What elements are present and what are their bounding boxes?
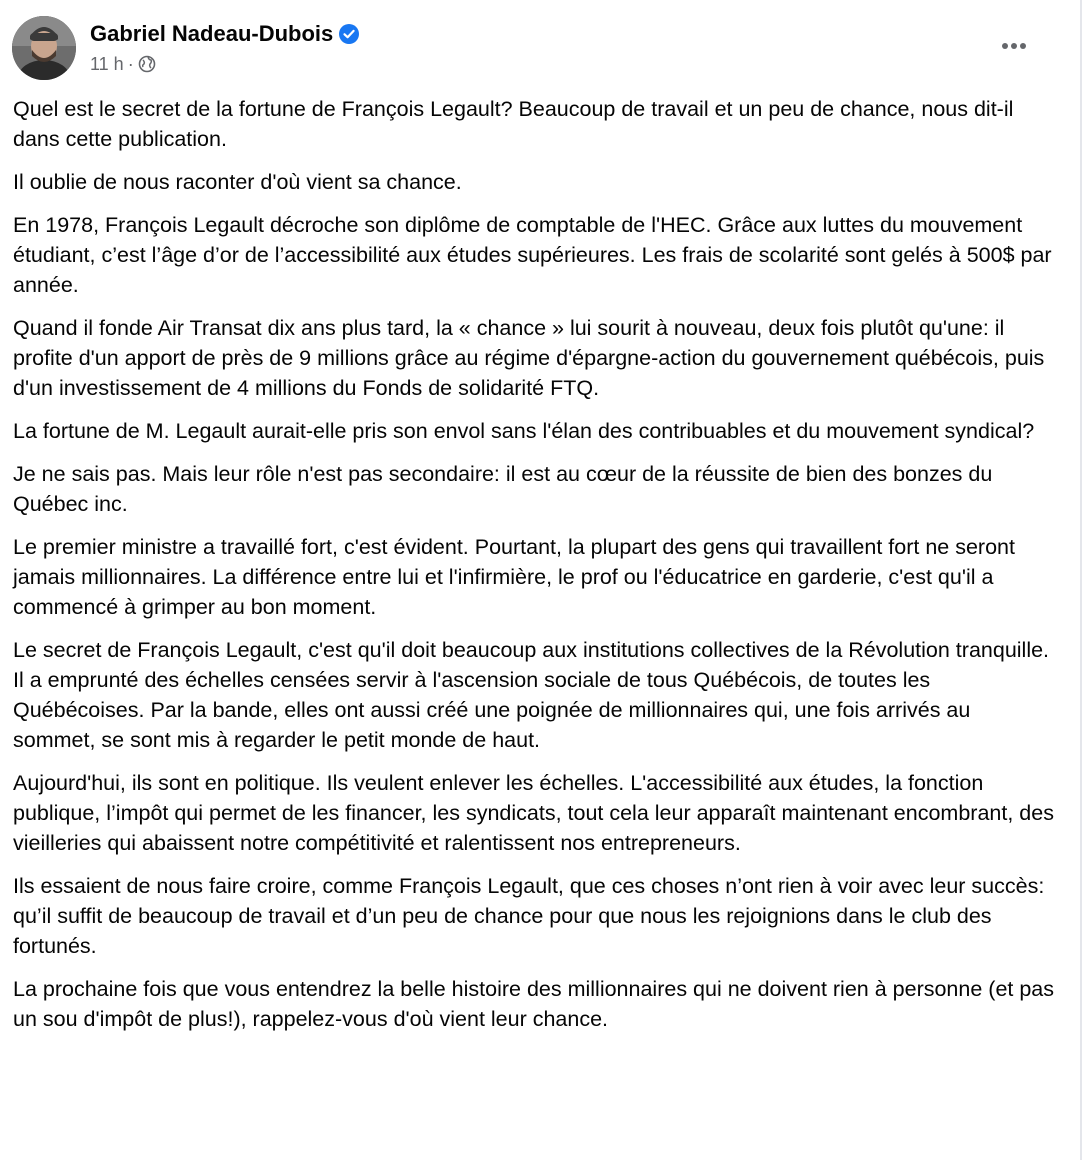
post-paragraph: Le premier ministre a travaillé fort, c'est évident. Pourtant, la plupart des gens qui travaillent fort ne seront jamais millionnaires. La différence entre lui et l'infirmière, le prof ou l'éducatrice en garderie, c'est qu'il a commencé à grimper au bon moment. — [13, 535, 1015, 619]
post-body — [13, 94, 1058, 1047]
post-header — [12, 16, 1062, 82]
post-paragraph: Aujourd'hui, ils sont en politique. Ils veulent enlever les échelles. L'accessibilité aux études, la fonction publique, l’impôt qui permet de les financer, les syndicats, tout cela leur apparaît maintenant encombrant, des vieilleries qui abaissent notre compétitivité et ralentissent nos entrepreneurs. — [13, 771, 1054, 855]
author-name[interactable]: Gabriel Nadeau-Dubois — [90, 21, 334, 46]
post-meta — [90, 52, 156, 76]
post-paragraph: Le secret de François Legault, c'est qu'il doit beaucoup aux institutions collectives de la Révolution tranquille. Il a emprunté des échelles censées servir à l'ascension sociale de tous Québécois, de toutes les Québécoises. Par la bande, elles ont aussi créé une poignée de millionnaires qui, une fois arrivés au sommet, se sont mis à regarder le petit monde de haut. — [13, 638, 1050, 752]
post-paragraph: Je ne sais pas. Mais leur rôle n'est pas secondaire: il est au cœur de la réussite de bien des bonzes du Québec inc. — [13, 462, 993, 516]
post-paragraph: Ils essaient de nous faire croire, comme François Legault, que ces choses n’ont rien à voir avec leur succès: qu’il suffit de beaucoup de travail et d’un peu de chance pour que nous les rejoignions dans le club des fortunés. — [13, 874, 1045, 958]
more-options-icon[interactable] — [996, 36, 1032, 56]
verified-badge-icon — [339, 24, 359, 44]
dot — [1020, 43, 1026, 49]
post-paragraph: La fortune de M. Legault aurait-elle pris son envol sans l'élan des contribuables et du mouvement syndical? — [13, 419, 1035, 443]
post-timestamp[interactable]: 11 h — [90, 54, 124, 74]
post-paragraph: Il oublie de nous raconter d'où vient sa chance. — [13, 170, 462, 194]
post-paragraph: Quand il fonde Air Transat dix ans plus tard, la « chance » lui sourit à nouveau, deux fois plutôt qu'une: il profite d'un apport de près de 9 millions grâce au régime d'épargne-action du gouvernement québécois, puis d'un investissement de 4 millions du Fonds de solidarité FTQ. — [13, 316, 1045, 400]
globe-icon[interactable] — [138, 55, 156, 73]
post-paragraph: En 1978, François Legault décroche son diplôme de comptable de l'HEC. Grâce aux luttes du mouvement étudiant, c’est l’âge d’or de l’accessibilité aux études supérieures. Les frais de scolarité sont gelés à 500$ par année. — [13, 213, 1052, 297]
post-paragraph: La prochaine fois que vous entendrez la belle histoire des millionnaires qui ne doivent rien à personne (et pas un sou d'impôt de plus!), rappelez-vous d'où vient leur chance. — [13, 977, 1055, 1031]
dot — [1002, 43, 1008, 49]
post-paragraph: Quel est le secret de la fortune de François Legault? Beaucoup de travail et un peu de chance, nous dit-il dans cette publication. — [13, 97, 1014, 151]
meta-separator: · — [127, 54, 134, 74]
author-avatar[interactable] — [12, 16, 76, 80]
dot — [1011, 43, 1017, 49]
